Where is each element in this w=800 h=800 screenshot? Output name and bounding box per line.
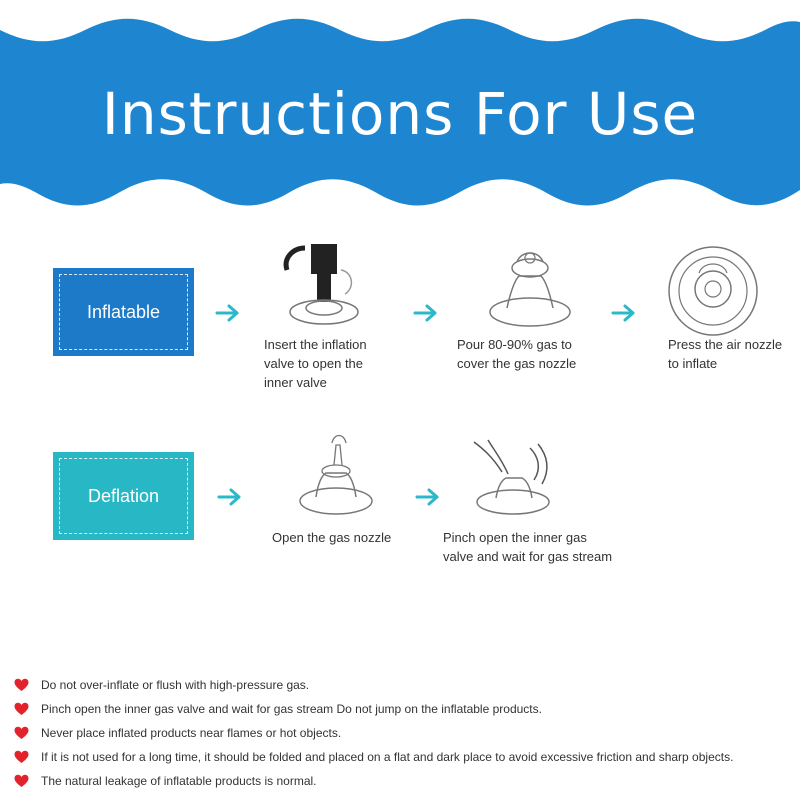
inflatable-step-2-caption: Pour 80-90% gas to cover the gas nozzle [457, 337, 577, 371]
safety-notes-list [14, 673, 800, 793]
list-item [14, 769, 800, 793]
heart-icon [14, 702, 29, 716]
inflatable-step-3-caption: Press the air nozzle to inflate [668, 337, 783, 371]
arrow-right-icon [415, 487, 441, 507]
gas-nozzle-icon [485, 240, 575, 332]
note-text: Never place inflated products near flames or hot objects. [41, 726, 342, 740]
arrow-right-icon [215, 303, 241, 323]
note-text: Do not over-inflate or flush with high-pressure gas. [41, 678, 310, 692]
list-item [14, 745, 800, 769]
list-item [14, 697, 800, 721]
heart-icon [14, 750, 29, 764]
arrow-right-icon [611, 303, 637, 323]
list-item [14, 673, 800, 697]
header-banner [0, 0, 800, 230]
inflatable-label: Inflatable [86, 301, 161, 322]
deflation-step-1-caption: Open the gas nozzle [272, 530, 392, 545]
open-nozzle-icon [296, 425, 376, 517]
heart-icon [14, 726, 29, 740]
note-text: The natural leakage of inflatable products is normal. [41, 774, 317, 788]
heart-icon [14, 678, 29, 692]
air-nozzle-top-icon [663, 245, 763, 337]
deflation-label-box [53, 452, 194, 540]
inflatable-label-box [53, 268, 194, 356]
pinch-valve-icon [468, 438, 558, 518]
note-text: Pinch open the inner gas valve and wait for gas stream Do not jump on the inflatable products. [41, 702, 542, 716]
deflation-step-2-caption: Pinch open the inner gas valve and wait for gas stream [443, 530, 613, 564]
arrow-right-icon [413, 303, 439, 323]
deflation-label: Deflation [87, 485, 160, 506]
inflation-valve-insert-icon [275, 240, 365, 332]
inflatable-step-1-caption: Insert the inflation valve to open the inner valve [264, 337, 367, 390]
list-item [14, 721, 800, 745]
note-text: If it is not used for a long time, it should be folded and placed on a flat and dark place to avoid excessive friction and sharp objects. [41, 750, 734, 764]
arrow-right-icon [217, 487, 243, 507]
page-title: Instructions For Use [101, 80, 699, 148]
heart-icon [14, 774, 29, 788]
